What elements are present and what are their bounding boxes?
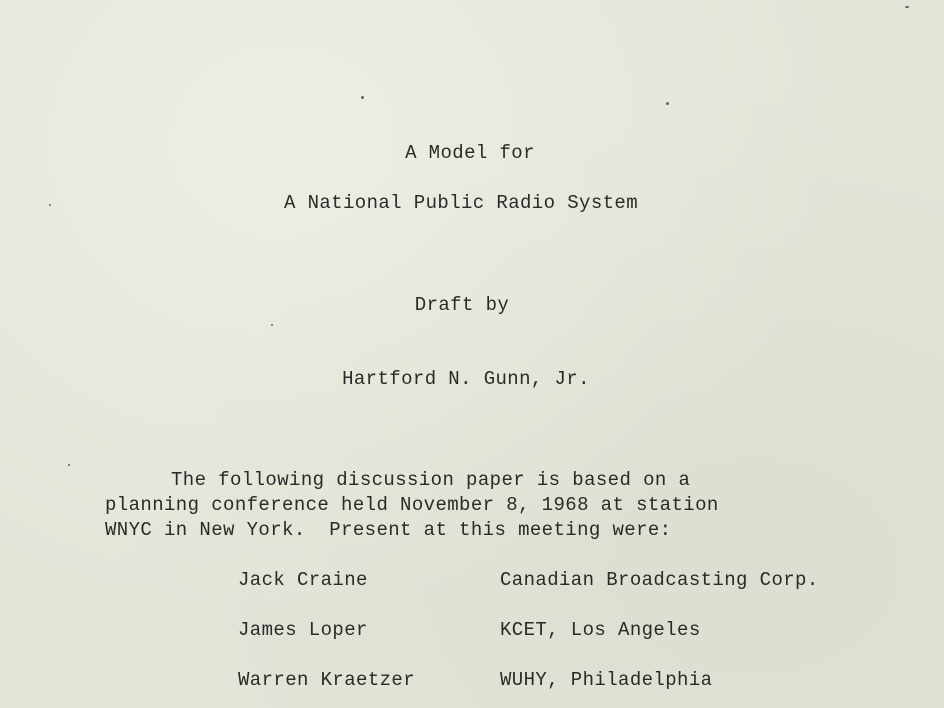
attendee-organization: KCET, Los Angeles [500, 619, 701, 641]
paragraph-line-1: The following discussion paper is based on a [171, 469, 691, 491]
draft-label: Draft by [414, 294, 510, 316]
author-name: Hartford N. Gunn, Jr. [342, 368, 590, 390]
attendee-name: Warren Kraetzer [238, 669, 416, 691]
document-title-line-2: A National Public Radio System [283, 192, 639, 214]
paragraph-line-2: planning conference held November 8, 1968 at station [105, 494, 719, 516]
scan-speck [361, 96, 364, 99]
scan-speck [68, 464, 70, 466]
scan-speck [905, 6, 909, 8]
document-title-line-1: A Model for [405, 142, 535, 164]
attendee-organization: WUHY, Philadelphia [500, 669, 713, 691]
scan-speck [271, 324, 273, 326]
attendee-name: James Loper [238, 619, 368, 641]
attendee-name: Jack Craine [238, 569, 368, 591]
paragraph-line-3: WNYC in New York. Present at this meeting were: [105, 519, 672, 541]
scan-speck [666, 102, 669, 105]
attendee-organization: Canadian Broadcasting Corp. [500, 569, 819, 591]
